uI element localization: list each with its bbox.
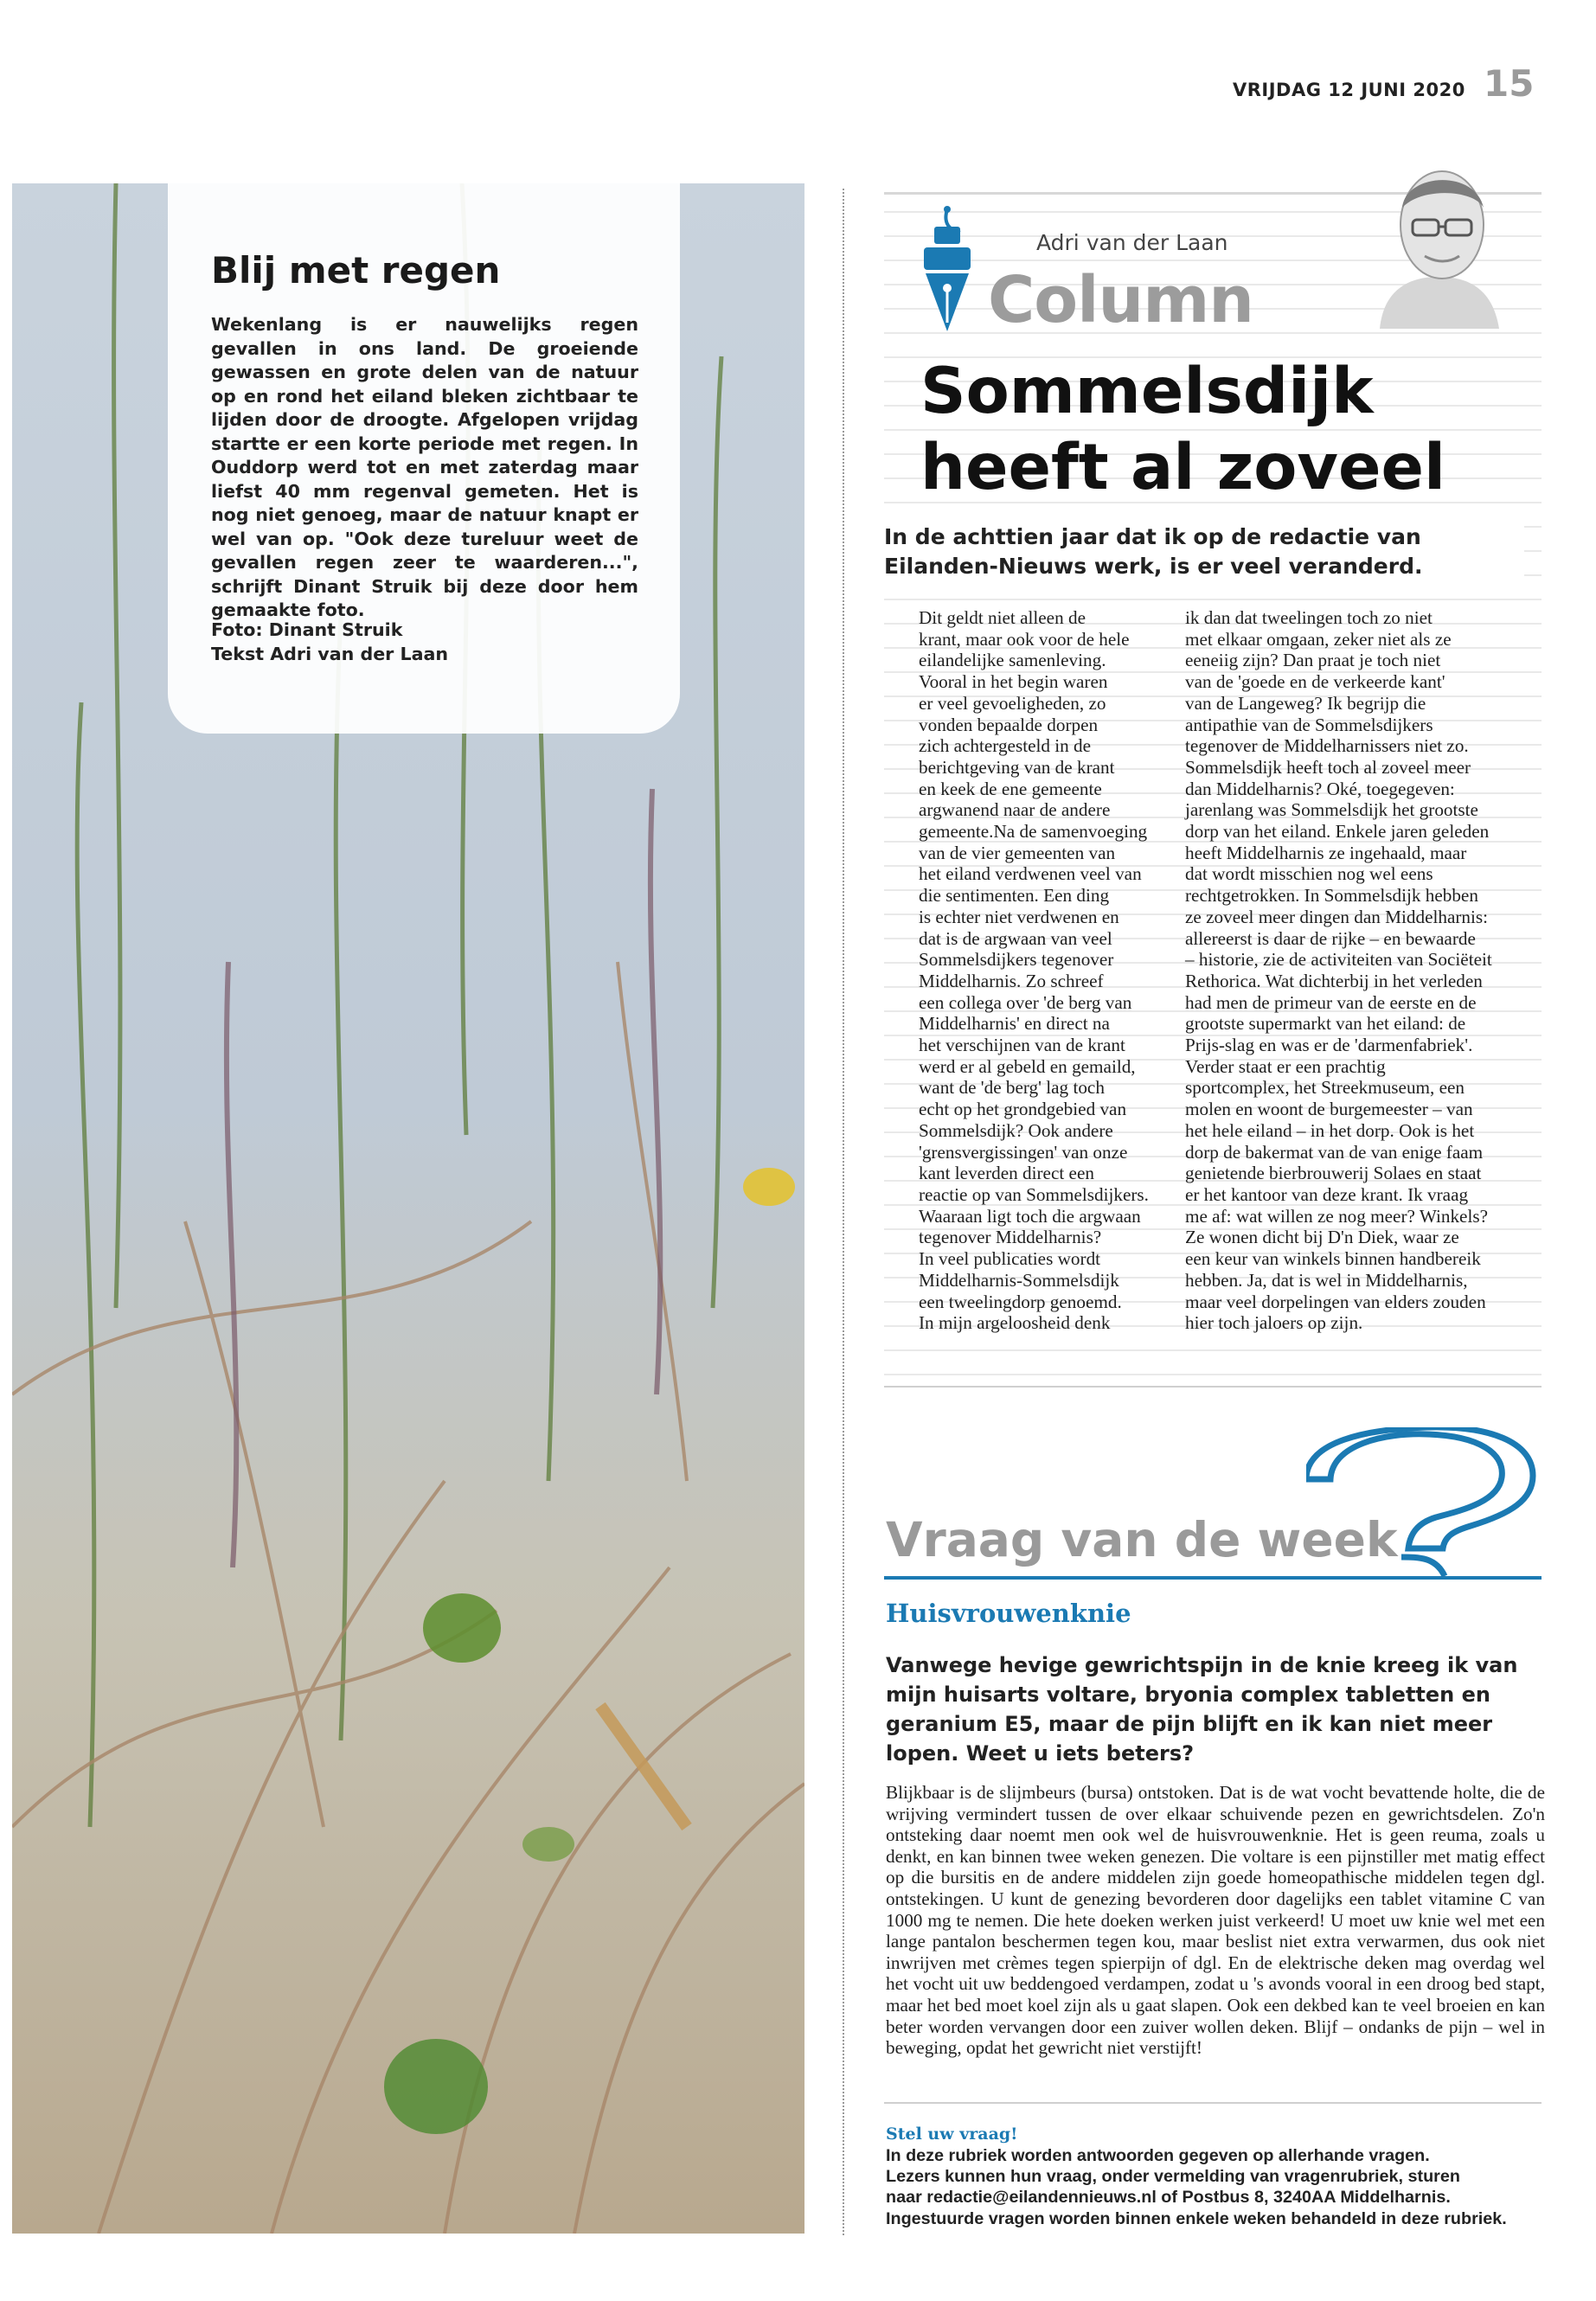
photo-caption-title: Blij met regen — [211, 249, 501, 292]
fountain-pen-icon — [917, 206, 977, 336]
vraag-section-title: Vraag van de week — [886, 1512, 1398, 1567]
vraag-bottom-rule — [884, 2102, 1542, 2104]
vraag-answer: Blijkbaar is de slijmbeurs (bursa) ontstoken. Dat is de wat vocht bevattende holte, die de wrijving vermindert tussen de over elkaar schuivende pezen en gewrichtsdelen. Zo'n ontsteking daar noemt men ook wel de huisvrouwenknie. Het is geen reuma, zoals u denkt, en kan binnen twee weken genezen. Die voltare is een pijnstiller met matig effect op die bursitis en de andere middelen zijn goede homeopathische middelen tegen dgl. ontstekingen. U kunt de genezing bevorderen door dagelijks een tablet vitamine C van 1000 mg te nemen. Die hete doeken werken juist verkeerd! U moet uw knie wel met een lange pantalon beschermen tegen kou, maar beslist niet extra verwarmen, dus ook niet inwrijven met crèmes tegen spierpijn of dgl. En de elektrische deken mag overdag wel het vocht uit uw beddengoed verdampen, zodat u 's avonds vooral in een droog bed stapt, maar het bed moet koel zijn als u gaat slapen. Ook een dekbed kan te veel broeien en kan beter worden vervangen door een zuiver wollen deken. Blijf – ondanks de pijn – wel in beweging, opdat het gewricht niet verstijft! — [886, 1782, 1545, 2059]
issue-date: VRIJDAG 12 JUNI 2020 — [1233, 80, 1465, 100]
column-headline-line2: heeft al zoveel — [920, 431, 1446, 504]
vraag-question: Vanwege hevige gewrichtspijn in de knie kreeg ik van mijn huisarts voltare, bryonia complex tabletten en geranium E5, maar de pijn blijft en ik kan niet meer lopen. Weet u iets beters? — [886, 1653, 1518, 1766]
page-number: 15 — [1484, 62, 1535, 105]
column-intro: In de achttien jaar dat ik op de redactie van Eilanden-Nieuws werk, is er veel veranderd. — [884, 522, 1524, 581]
column-body-right: ik dan dat tweelingen toch zo niet met elkaar omgaan, zeker niet als ze eeneiig zijn? Dan praat je toch niet van de 'goede en de verkeerde kant' van de Langeweg? Ik begrijp die antipathie van de Sommelsdijkers tegenover de Middelharnissers niet zo. Sommelsdijk heeft toch al zoveel meer dan Middelharnis? Oké, toegegeven: jarenlang was Sommelsdijk het grootste dorp van het eiland. Enkele jaren geleden heeft Middelharnis ze ingehaald, maar dat wordt misschien nog wel eens rechtgetrokken. In Sommelsdijk hebben ze zoveel meer dingen dan Middelharnis: allereerst is daar de rijke – en bewaarde – historie, zie de activiteiten van Sociëteit Rethorica. Wat dichterbij in het verleden had men de primeur van de eerste en de grootste supermarkt van het eiland: de Prijs-slag en was er de 'darmenfabriek'. Verder staat er een prachtig sportcomplex, het Streekmuseum, een molen en woont de burgemeester – van het hele eiland – in het dorp. Ook is het dorp de bakermat van de van enige faam genietende bierbrouwerij Solaes en staat er het kantoor van deze krant. Ik vraag me af: wat willen ze nog meer? Winkels? Ze wonen dicht bij D'n Diek, waar ze een keur van winkels binnen handbereik hebben. Ja, dat is wel in Middelharnis, maar veel dorpelingen van elders zouden hier toch jaloers op zijn. — [1185, 607, 1492, 1334]
photo-credit: Foto: Dinant Struik — [211, 619, 403, 640]
column-divider — [843, 189, 844, 2235]
column-author: Adri van der Laan — [1036, 230, 1228, 255]
column-body-left: Dit geldt niet alleen de krant, maar ook voor de hele eilandelijke samenleving. Vooral in het begin waren er veel gevoeligheden, zo vonden bepaalde dorpen zich achtergesteld in de berichtgeving van de krant en keek de ene gemeente argwanend naar de andere gemeente.Na de samenvoeging van de vier gemeenten van het eiland verdwenen veel van die sentimenten. Een ding is echter niet verdwenen en dat is de argwaan van veel Sommelsdijkers tegenover Middelharnis. Zo schreef een collega over 'de berg van Middelharnis' en direct na het verschijnen van de krant werd er al gebeld en gemaild, want de 'de berg' lag toch echt op het grondgebied van Sommelsdijk? Ook andere 'grensvergissingen' van onze kant leverden direct een reactie op van Sommelsdijkers. Waaraan ligt toch die argwaan tegenover Middelharnis? In veel publicaties wordt Middelharnis-Sommelsdijk een tweelingdorp genoemd. In mijn argeloosheid denk — [919, 607, 1149, 1334]
vraag-subtitle: Huisvrouwenknie — [886, 1599, 1131, 1628]
photo-caption-text: Wekenlang is er nauwelijks regen gevallen in ons land. De groeiende gewassen en grote delen van de natuur op en rond het eiland bleken zichtbaar te lijden door de droogte. Afgelopen vrijdag startte er een korte periode met regen. In Ouddorp werd tot en met zaterdag maar liefst 40 mm regenval gemeten. Het is nog niet genoeg, maar de natuur knapt er wel van op. "Ook deze tureluur weet de gevallen regen zeer te waarderen...", schrijft Dinant Struik bij deze door hem gemaakte foto. — [211, 314, 638, 620]
author-portrait — [1362, 147, 1514, 329]
text-credit: Tekst Adri van der Laan — [211, 644, 449, 664]
stel-uw-vraag-title: Stel uw vraag! — [886, 2125, 1018, 2144]
stel-uw-vraag-text: In deze rubriek worden antwoorden gegeven op allerhande vragen. Lezers kunnen hun vraag, onder vermelding van vragenrubriek, sturen naar redactie@eilandennieuws.nl of Postbus 8, 3240AA Middelharnis. Ingestuurde vragen worden binnen enkele weken behandeld in deze rubriek. — [886, 2146, 1507, 2228]
column-bottom-rule — [884, 1386, 1542, 1388]
column-label: Column — [988, 263, 1253, 337]
vraag-accent-rule — [884, 1576, 1542, 1580]
column-headline-line1: Sommelsdijk — [920, 355, 1374, 428]
